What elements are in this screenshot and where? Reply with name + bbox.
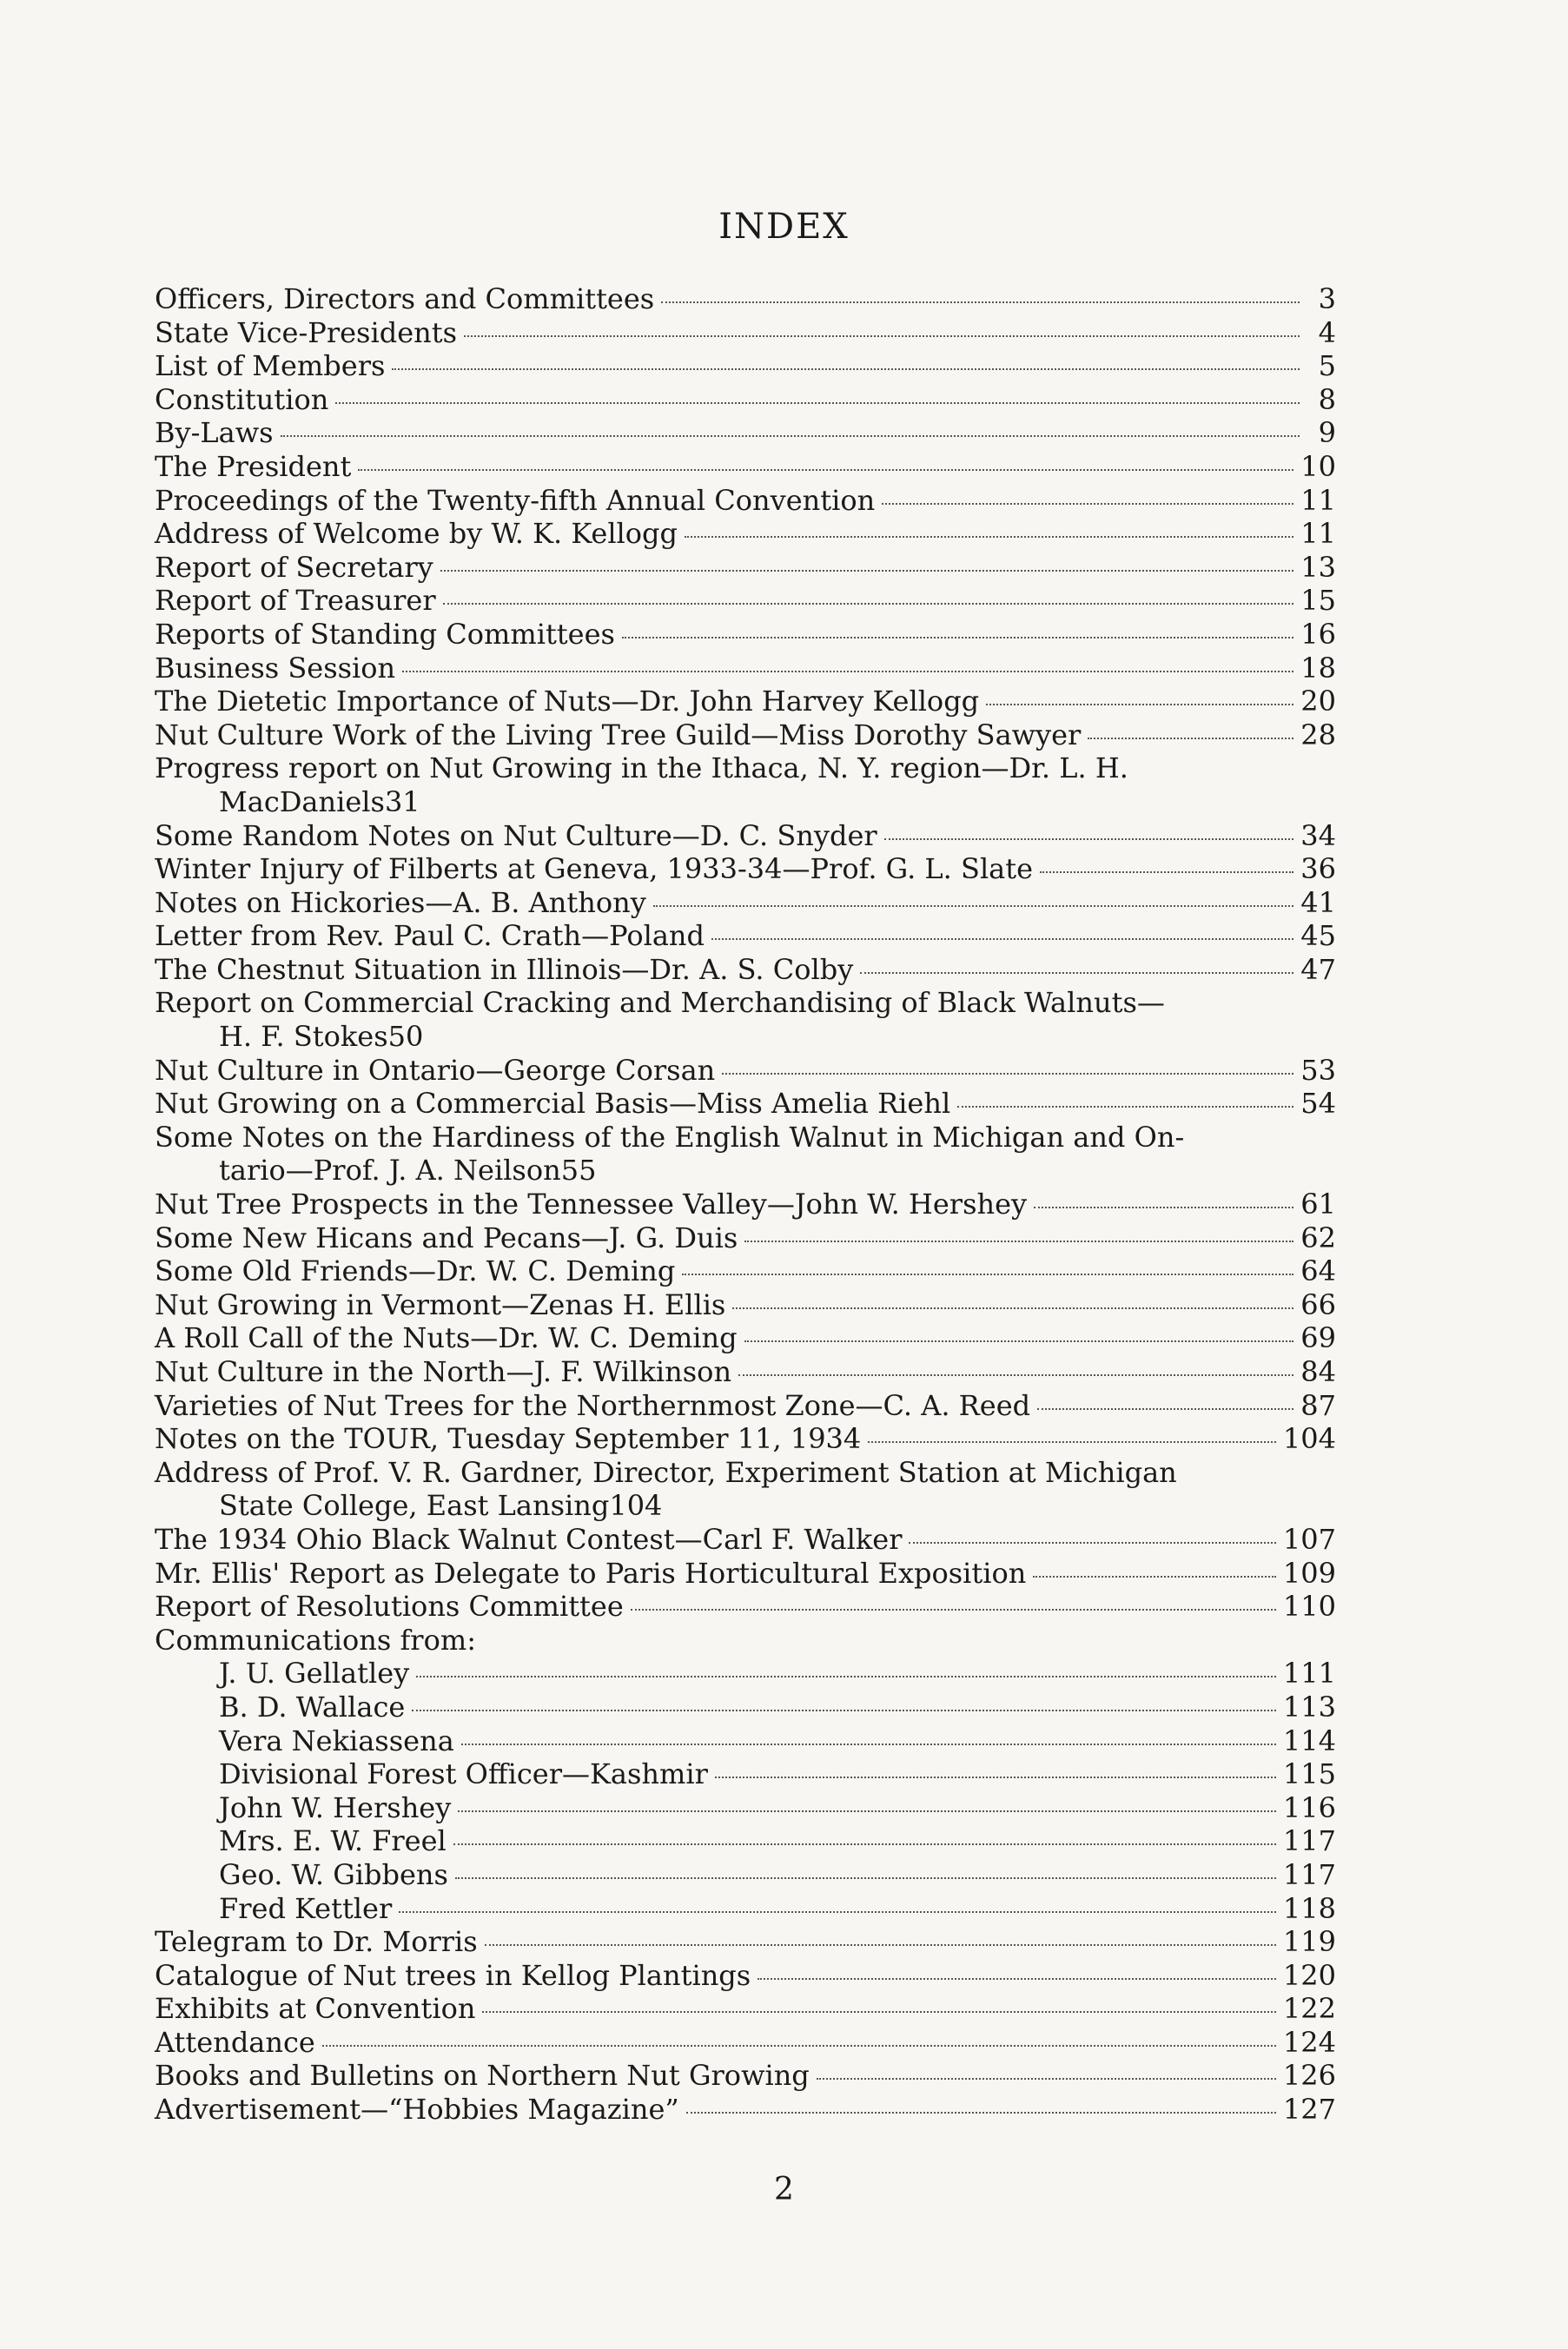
index-entry: [155, 551, 1336, 585]
index-entry: [155, 1355, 1336, 1389]
entry-title: Mrs. E. W. Freel: [219, 1824, 447, 1858]
index-entry: [155, 1221, 1336, 1255]
entry-page-number: 53: [1300, 1053, 1336, 1087]
entry-page-number: 18: [1300, 651, 1336, 685]
entry-page-number: 34: [1300, 818, 1336, 852]
entry-page-number: 50: [387, 1020, 424, 1054]
communications-heading: Communications from:: [155, 1623, 476, 1657]
dot-leader: [1034, 1207, 1293, 1208]
entry-page-number: 87: [1300, 1388, 1336, 1422]
entry-page-number: 61: [1300, 1188, 1336, 1221]
page-number: 2: [774, 2172, 794, 2207]
dot-leader: [1040, 871, 1293, 873]
dot-leader: [416, 1676, 1276, 1677]
dot-leader: [909, 1542, 1275, 1544]
dot-leader: [1037, 1408, 1293, 1410]
entry-title: Business Session: [155, 651, 396, 685]
dot-leader: [685, 536, 1293, 538]
entry-title: Address of Welcome by W. K. Kellogg: [155, 517, 678, 551]
index-entry: [155, 1188, 1336, 1221]
entry-page-number: 8: [1318, 382, 1336, 416]
dot-leader: [661, 301, 1300, 303]
dot-leader: [281, 435, 1300, 437]
dot-leader: [715, 1777, 1276, 1778]
entry-page-number: 41: [1300, 885, 1336, 919]
entry-title-line2: tario—Prof. J. A. Neilson: [219, 1154, 561, 1188]
index-entry: [155, 718, 1336, 752]
index-entry: [155, 1456, 1336, 1523]
entry-title: Mr. Ellis' Report as Delegate to Paris Horticultural Exposition: [155, 1556, 1027, 1590]
entry-title: Books and Bulletins on Northern Nut Growing: [155, 2059, 810, 2093]
dot-leader: [653, 905, 1294, 907]
dot-leader: [738, 1374, 1293, 1376]
entry-title: Nut Tree Prospects in the Tennessee Valley—John W. Hershey: [155, 1188, 1028, 1221]
dot-leader: [722, 1073, 1293, 1075]
index-entry: [155, 349, 1336, 383]
index-entry: [155, 618, 1336, 652]
index-list: [155, 282, 1336, 2127]
entry-title-line2: State College, East Lansing: [219, 1489, 610, 1523]
dot-leader: [322, 2045, 1276, 2047]
index-entry: [155, 919, 1336, 953]
dot-leader: [744, 1241, 1293, 1242]
entry-title: Report of Treasurer: [155, 584, 436, 618]
entry-page-number: 64: [1300, 1254, 1336, 1288]
entry-title: Constitution: [155, 382, 329, 416]
entry-page-number: 54: [1300, 1087, 1336, 1121]
entry-page-number: 104: [609, 1489, 663, 1523]
entry-title: Varieties of Nut Trees for the Northernmost Zone—C. A. Reed: [155, 1388, 1031, 1422]
entry-title: Some Random Notes on Nut Culture—D. C. Snyder: [155, 818, 877, 852]
entry-page-number: 13: [1300, 550, 1336, 584]
entry-title: The President: [155, 449, 352, 483]
entry-title: The Chestnut Situation in Illinois—Dr. A. S. Colby: [155, 952, 854, 986]
entry-page-number: 124: [1282, 2025, 1336, 2059]
entry-title: The 1934 Ohio Black Walnut Contest—Carl F. Walker: [155, 1522, 903, 1556]
dot-leader: [817, 2078, 1276, 2080]
page-title: INDEX: [718, 207, 850, 247]
entry-page-number: 20: [1300, 685, 1336, 718]
index-entry: [155, 886, 1336, 920]
entry-title: List of Members: [155, 349, 386, 383]
entry-page-number: 66: [1300, 1287, 1336, 1321]
entry-title: John W. Hershey: [219, 1790, 452, 1824]
index-entry: [155, 652, 1336, 685]
dot-leader: [335, 402, 1300, 404]
dot-leader: [957, 1106, 1293, 1108]
entry-title-line2: MacDaniels: [219, 784, 385, 818]
dot-leader: [682, 1274, 1293, 1275]
index-entry: [155, 416, 1336, 450]
dot-leader: [453, 1843, 1276, 1845]
entry-title: Proceedings of the Twenty-fifth Annual Convention: [155, 483, 876, 517]
index-entry: [155, 953, 1336, 987]
entry-title: Nut Growing on a Commercial Basis—Miss Amelia Riehl: [155, 1087, 951, 1121]
index-entry: [155, 1321, 1336, 1355]
entry-page-number: 117: [1282, 1824, 1336, 1858]
dot-leader: [464, 335, 1300, 337]
index-entry: [155, 819, 1336, 853]
dot-leader: [443, 603, 1294, 605]
dot-leader: [758, 1978, 1276, 1980]
entry-title: Vera Nekiassena: [219, 1724, 454, 1757]
dot-leader: [412, 1710, 1276, 1711]
index-entry: [155, 584, 1336, 618]
dot-leader: [358, 469, 1293, 471]
entry-title: Advertisement—“Hobbies Magazine”: [155, 2093, 679, 2127]
index-entry: [155, 1724, 1336, 1758]
entry-title: A Roll Call of the Nuts—Dr. W. C. Deming: [155, 1321, 738, 1355]
index-entry: [155, 1992, 1336, 2026]
dot-leader: [461, 1744, 1276, 1745]
entry-title: Telegram to Dr. Morris: [155, 1925, 478, 1959]
index-entry: [155, 1087, 1336, 1121]
index-entry: [155, 1925, 1336, 1959]
dot-leader: [392, 368, 1300, 370]
entry-title: Nut Culture Work of the Living Tree Guild—Miss Dorothy Sawyer: [155, 718, 1082, 751]
index-entry: [155, 2059, 1336, 2093]
dot-leader: [631, 1609, 1276, 1611]
entry-title-line1: Report on Commercial Cracking and Merchandising of Black Walnuts—: [155, 986, 1165, 1020]
entry-page-number: 3: [1318, 282, 1336, 315]
entry-page-number: 111: [1282, 1657, 1336, 1691]
index-entry: [155, 1557, 1336, 1591]
dot-leader: [868, 1441, 1276, 1443]
index-entry: [155, 383, 1336, 417]
entry-page-number: 107: [1282, 1522, 1336, 1556]
entry-title: Letter from Rev. Paul C. Crath—Poland: [155, 919, 705, 953]
entry-title: Some New Hicans and Pecans—J. G. Duis: [155, 1221, 738, 1254]
entry-page-number: 119: [1282, 1925, 1336, 1959]
entry-page-number: 4: [1318, 315, 1336, 349]
dot-leader: [686, 2112, 1276, 2114]
entry-page-number: 120: [1282, 1958, 1336, 1992]
entry-title-line2: H. F. Stokes: [219, 1020, 388, 1054]
entry-page-number: 11: [1300, 517, 1336, 551]
entry-page-number: 109: [1282, 1556, 1336, 1590]
entry-page-number: 55: [560, 1154, 597, 1188]
dot-leader: [440, 570, 1294, 572]
entry-title: Winter Injury of Filberts at Geneva, 1933-34—Prof. G. L. Slate: [155, 852, 1034, 886]
index-entry: [155, 1791, 1336, 1825]
index-entry: [155, 2093, 1336, 2127]
entry-title: Nut Culture in Ontario—George Corsan: [155, 1053, 716, 1087]
entry-title: State Vice-Presidents: [155, 315, 458, 349]
index-entry: [155, 1054, 1336, 1088]
dot-leader: [622, 637, 1293, 639]
entry-page-number: 69: [1300, 1321, 1336, 1355]
dot-leader: [458, 1810, 1276, 1812]
entry-page-number: 31: [384, 784, 420, 818]
index-entry: [155, 1523, 1336, 1557]
entry-title: Notes on the TOUR, Tuesday September 11, 1934: [155, 1422, 862, 1456]
entry-title: Officers, Directors and Committees: [155, 282, 655, 315]
entry-title-line1: Progress report on Nut Growing in the Ithaca, N. Y. region—Dr. L. H.: [155, 751, 1128, 785]
index-entry: [155, 1757, 1336, 1791]
dot-leader: [884, 838, 1294, 840]
index-entry: [155, 1422, 1336, 1456]
entry-title: Notes on Hickories—A. B. Anthony: [155, 885, 646, 919]
index-entry: [155, 484, 1336, 518]
index-entry: [155, 1858, 1336, 1892]
index-entry: [155, 1254, 1336, 1288]
entry-page-number: 104: [1282, 1422, 1336, 1456]
dot-leader: [402, 671, 1293, 672]
entry-page-number: 15: [1300, 584, 1336, 618]
entry-page-number: 110: [1282, 1590, 1336, 1624]
index-entry: [155, 1121, 1336, 1188]
index-entry: [155, 1691, 1336, 1724]
entry-page-number: 126: [1282, 2059, 1336, 2093]
entry-title: Reports of Standing Committees: [155, 617, 615, 651]
entry-page-number: 127: [1282, 2093, 1336, 2127]
index-entry: [155, 986, 1336, 1053]
entry-page-number: 47: [1300, 952, 1336, 986]
entry-page-number: 114: [1282, 1724, 1336, 1757]
dot-leader: [482, 2011, 1275, 2013]
entry-title-line1: Address of Prof. V. R. Gardner, Director, Experiment Station at Michigan: [155, 1455, 1177, 1489]
entry-page-number: 10: [1300, 449, 1336, 483]
entry-title-line1: Some Notes on the Hardiness of the English Walnut in Michigan and On-: [155, 1120, 1185, 1154]
index-entry: [155, 282, 1336, 316]
entry-title: Geo. W. Gibbens: [219, 1857, 448, 1891]
entry-page-number: 118: [1282, 1891, 1336, 1925]
dot-leader: [744, 1340, 1294, 1342]
entry-title: Fred Kettler: [219, 1891, 393, 1925]
index-entry: [155, 852, 1336, 886]
entry-title: Nut Culture in the North—J. F. Wilkinson: [155, 1355, 732, 1388]
entry-title: Report of Secretary: [155, 550, 433, 584]
entry-page-number: 116: [1282, 1790, 1336, 1824]
entry-page-number: 36: [1300, 852, 1336, 886]
index-entry: [155, 2026, 1336, 2060]
entry-page-number: 117: [1282, 1857, 1336, 1891]
index-entry: [155, 1389, 1336, 1423]
entry-page-number: 11: [1300, 483, 1336, 517]
entry-page-number: 45: [1300, 919, 1336, 953]
dot-leader: [1033, 1576, 1276, 1578]
entry-page-number: 113: [1282, 1690, 1336, 1724]
dot-leader: [1088, 738, 1293, 739]
entry-title: Exhibits at Convention: [155, 1992, 476, 2026]
dot-leader: [485, 1944, 1276, 1946]
dot-leader: [860, 972, 1293, 974]
dot-leader: [986, 704, 1293, 705]
entry-title: Catalogue of Nut trees in Kellog Plantings: [155, 1958, 751, 1992]
dot-leader: [711, 938, 1293, 940]
entry-page-number: 9: [1318, 416, 1336, 450]
entry-page-number: 5: [1318, 349, 1336, 383]
index-entry: [155, 517, 1336, 551]
entry-page-number: 28: [1300, 718, 1336, 751]
index-entry: [155, 1959, 1336, 1993]
entry-title: B. D. Wallace: [219, 1690, 406, 1724]
entry-page-number: 115: [1282, 1757, 1336, 1791]
entry-page-number: 62: [1300, 1221, 1336, 1254]
entry-page-number: 122: [1282, 1992, 1336, 2026]
entry-page-number: 84: [1300, 1355, 1336, 1388]
entry-page-number: 16: [1300, 617, 1336, 651]
entry-title: Divisional Forest Officer—Kashmir: [219, 1757, 708, 1791]
dot-leader: [399, 1911, 1276, 1913]
entry-title: Nut Growing in Vermont—Zenas H. Ellis: [155, 1287, 726, 1321]
dot-leader: [732, 1307, 1293, 1309]
entry-title: The Dietetic Importance of Nuts—Dr. John Harvey Kellogg: [155, 685, 980, 718]
entry-title: J. U. Gellatley: [219, 1657, 410, 1691]
index-entry: [155, 1590, 1336, 1624]
dot-leader: [455, 1877, 1276, 1879]
entry-title: Report of Resolutions Committee: [155, 1590, 624, 1624]
entry-title: Attendance: [155, 2025, 315, 2059]
index-entry: [155, 316, 1336, 350]
index-entry: [155, 1657, 1336, 1691]
dot-leader: [882, 503, 1293, 505]
index-entry: [155, 1288, 1336, 1322]
index-entry: [155, 685, 1336, 718]
entry-title: By-Laws: [155, 416, 274, 450]
index-entry: [155, 1892, 1336, 1926]
index-entry: [155, 450, 1336, 484]
index-entry: [155, 751, 1336, 818]
entry-title: Some Old Friends—Dr. W. C. Deming: [155, 1254, 676, 1288]
index-entry: [155, 1824, 1336, 1858]
